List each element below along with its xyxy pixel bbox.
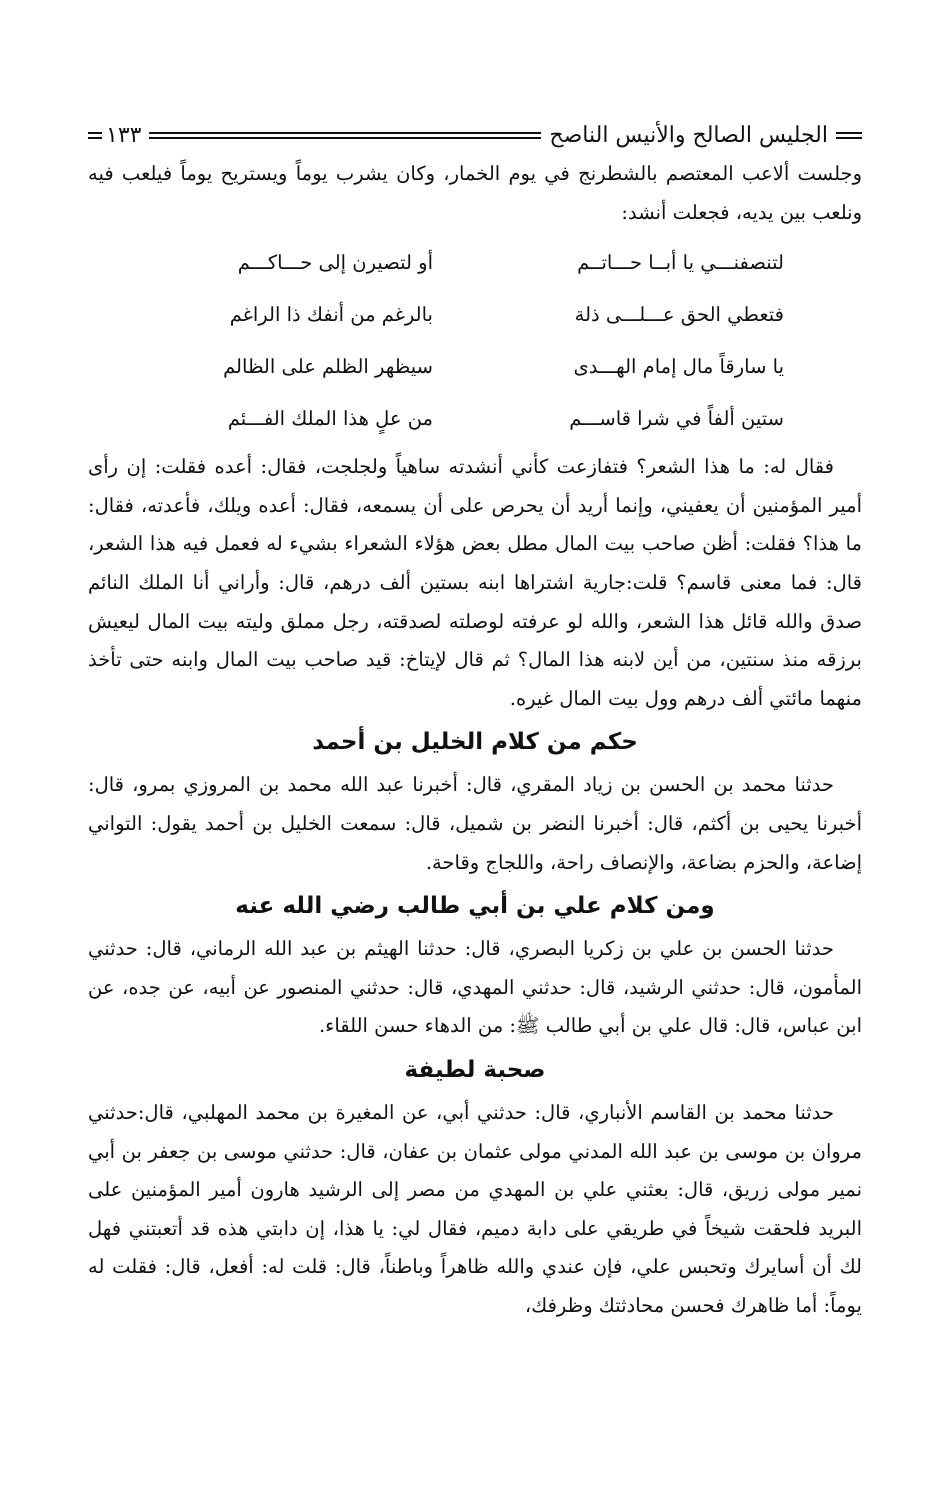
section-heading: صحبة لطيفة [404,1056,546,1083]
verse-second-hemistich: أو لتصيرن إلى حـــاكـــم [237,250,433,274]
intro-paragraph: وجلست ألاعب المعتصم بالشطرنج في يوم الخمار، وكان يشرب يوماً ويستريح يوماً فيلعب فيه ونلعب بين يديه، فجعلت أنشد: [88,162,862,224]
verse-first-hemistich: فتعطي الحق عـــلـــى ذلة [574,302,784,326]
verse-first-hemistich: لتنصفنـــي يا أبــا حـــاتــم [577,250,784,274]
section-heading: ومن كلام علي بن أبي طالب رضي الله عنه [235,893,715,920]
book-page [88,115,862,1325]
running-header [88,115,862,155]
section-paragraph: حدثنا محمد بن القاسم الأنباري، قال: حدثني أبي، عن المغيرة بن محمد المهلبي، قال:حدثني مروان بن موسى بن عبد الله المدني مولى عثمان بن عفان، قال: حدثني موسى بن جعفر بن أبي نمير مولى زريق، قال: بعثني علي بن المهدي من مصر إلى الرشيد هارون أمير المؤمنين على البريد فلحقت شيخاً في طريقي على دابة دميم، فقال لي: يا هذا، إن دابتي هذه قد أتعبتني فهل لك أن أسايرك وتحبس علي، فإن عندي والله ظاهراً وباطناً، قال: قلت له: أفعل، قال: فقلت له يوماً: أما ظاهرك فحسن محادثتك وظرفك، [88,1100,862,1317]
poem [88,236,862,444]
verse-second-hemistich: بالرغم من أنفك ذا الراغم [229,302,433,326]
verse-line [88,340,862,392]
verse-line [88,236,862,288]
section-paragraph: حدثنا محمد بن الحسن بن زياد المقري، قال: أخبرنا عبد الله محمد بن المروزي بمرو، قال: أخبرنا يحيى بن أكثم، قال: أخبرنا النضر بن شميل، قال: سمعت الخليل بن أحمد يقول: التواني إضاعة، والحزم بضاعة، والإنصاف راحة، واللجاج وقاحة. [88,773,862,874]
body-paragraph: فقال له: ما هذا الشعر؟ فتفازعت كأني أنشدته ساهياً ولجلجت، فقال: أعده فقلت: إن رأى أمير المؤمنين أن يعفيني، وإنما أريد أن يحرص على أن يسمعه، فقال: أعده ويلك، فأعدته، فقال: ما هذا؟ فقلت: أظن صاحب بيت المال مطل بعض هؤلاء الشعراء بشيء له فعمل فيه هذا الشعر، قال: فما معنى قاسم؟ قلت:جارية اشتراها ابنه بستين ألف درهم، قال: وأراني أنا الملك النائم صدق والله قائل هذا الشعر، والله لو عرفته لوصلته لصدقته، رجل مملق وليته بيت المال ليعيش برزقه منذ سنتين، من أين لابنه هذا المال؟ ثم قال لإيتاخ: قيد صاحب بيت المال وابنه حتى تأخذ منهما مائتي ألف درهم وول بيت المال غيره. [88,455,862,710]
header-dash [836,132,862,139]
verse-line [88,392,862,444]
page-number: ١٣٣ [106,122,142,148]
running-title: الجليس الصالح والأنيس الناصح [549,122,828,148]
verse-first-hemistich: ستين ألفاً في شرا قاســـم [569,406,784,430]
section-paragraph: حدثنا الحسن بن علي بن زكريا البصري، قال: حدثنا الهيثم بن عبد الله الرماني، قال: حدثني المأمون، قال: حدثني الرشيد، قال: حدثني المهدي، قال: حدثني المنصور عن أبيه، عن جده، عن ابن عباس، قال: قال علي بن أبي طالب ﷺ: من الدهاء حسن اللقاء. [88,937,862,1038]
header-rule [149,132,541,139]
header-tail-rule [88,132,102,139]
verse-first-hemistich: يا سارقاً مال إمام الهـــدى [573,354,784,378]
verse-second-hemistich: من علٍ هذا الملك الفـــئم [227,406,433,430]
verse-second-hemistich: سيظهر الظلم على الظالم [223,354,433,378]
section-heading: حكم من كلام الخليل بن أحمد [312,729,638,756]
verse-line [88,288,862,340]
